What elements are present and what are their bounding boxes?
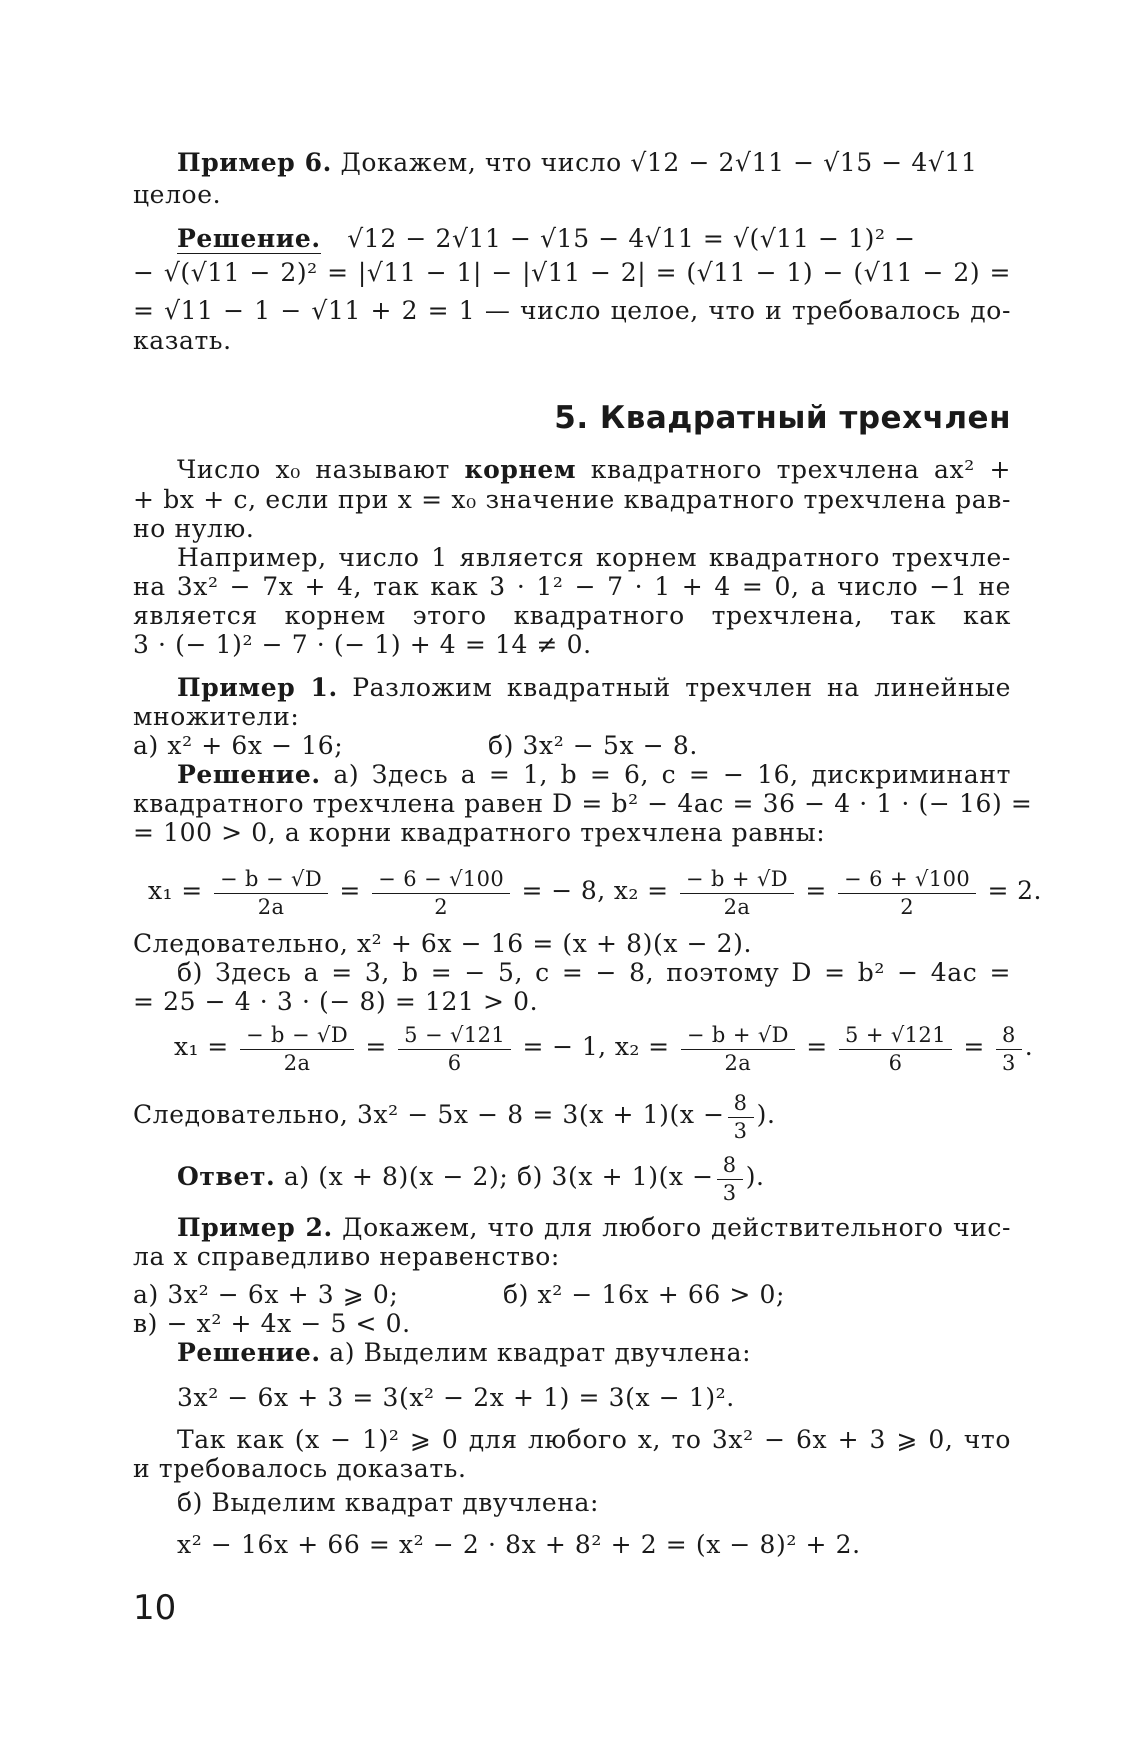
- example2-item-a: а) 3x² − 6x + 3 ⩾ 0;: [133, 1280, 399, 1309]
- example6-title: Пример 6.: [177, 148, 332, 177]
- example2-text: Докажем, что для любого действительного чис-: [342, 1213, 1011, 1242]
- definition-line2: + bx + c, если при x = x₀ значение квадратного трехчлена рав-: [133, 485, 1011, 514]
- definition-text-c: квадратного трехчлена ax² +: [576, 455, 1011, 484]
- formula-result2: = 2.: [987, 876, 1042, 905]
- fraction: [839, 1022, 952, 1075]
- example2-reason-line2: и требовалось доказать.: [133, 1454, 467, 1483]
- example-root-line4: 3 · (− 1)² − 7 · (− 1) + 4 = 14 ≠ 0.: [133, 630, 592, 659]
- fraction: [681, 1022, 795, 1075]
- example2-equation1: 3x² − 6x + 3 = 3(x² − 2x + 1) = 3(x − 1)².: [177, 1383, 735, 1412]
- fraction: [372, 866, 510, 919]
- example6-solution-line2: − √(√11 − 2)² = |√11 − 1| − |√11 − 2| = (√11 − 1) − (√11 − 2) =: [133, 258, 1011, 287]
- formula-x1-label: x₁ =: [174, 1032, 229, 1061]
- example2-solution-label: Решение.: [177, 1338, 321, 1367]
- example6-solution-line4: казать.: [133, 326, 232, 355]
- fraction: [680, 866, 794, 919]
- fraction: [214, 866, 328, 919]
- example1-solution-line1: [177, 760, 1011, 790]
- example-root-line1: Например, число 1 является корнем квадратного трехчле-: [177, 543, 1011, 572]
- example6-text: Докажем, что число √12 − 2√11 − √15 − 4√11: [340, 148, 978, 177]
- formula-result1: = − 8, x₂ =: [521, 876, 669, 905]
- example1-line2: множители:: [133, 702, 300, 731]
- numerator: − b + √D: [681, 1022, 795, 1050]
- fraction: [240, 1022, 354, 1075]
- denominator: 3: [733, 1119, 748, 1143]
- section-heading: 5. Квадратный трехчлен: [554, 400, 1011, 436]
- denominator: 2a: [283, 1051, 311, 1075]
- example1-solution-line2: квадратного трехчлена равен D = b² − 4ac = 36 − 4 · 1 · (− 16) =: [133, 789, 1033, 818]
- example6-solution-label: Решение.: [177, 224, 321, 253]
- example2-solution-text: а) Выделим квадрат двучлена:: [329, 1338, 752, 1367]
- example1-solution-label: Решение.: [177, 760, 321, 789]
- roots-formula-a: x₁ = $\frac{- b - √D}{2a}$ = $\frac{- 6 - √100}{2}$ = − 8, x₂ = $\frac{- b + √D}{2a}$ = $\frac{- 6 + √100}{2}$ = 2.: [148, 867, 1042, 919]
- numerator: 8: [728, 1090, 754, 1118]
- numerator: − 6 + √100: [838, 866, 976, 894]
- example6-line2: целое.: [133, 180, 222, 209]
- example1-answer: [177, 1152, 765, 1205]
- conclusion-b-end: ).: [756, 1100, 776, 1129]
- example2-solution-line1: [177, 1338, 1011, 1368]
- example1-solution-text: а) Здесь a = 1, b = 6, c = − 16, дискриминант: [333, 760, 1012, 789]
- page-number: 10: [133, 1588, 177, 1628]
- denominator: 6: [447, 1051, 462, 1075]
- conclusion-b-text: Следовательно, 3x² − 5x − 8 = 3(x + 1)(x −: [133, 1100, 725, 1129]
- denominator: 6: [888, 1051, 903, 1075]
- example2-item-b: б) x² − 16x + 66 > 0;: [503, 1280, 786, 1309]
- example1-title: Пример 1.: [177, 673, 338, 702]
- formula-x1-label: x₁ =: [148, 876, 203, 905]
- numerator: 5 + √121: [839, 1022, 952, 1050]
- definition-line1: [177, 455, 1011, 485]
- definition-term: корнем: [464, 455, 577, 484]
- example1-text: Разложим квадратный трехчлен на линейные: [352, 673, 1012, 702]
- example2-line1: [177, 1213, 1011, 1243]
- example1-conclusion-b: [133, 1090, 776, 1143]
- numerator: − b + √D: [680, 866, 794, 894]
- fraction: [728, 1090, 754, 1143]
- example1-item-a: а) x² + 6x − 16;: [133, 731, 344, 760]
- fraction: [838, 866, 976, 919]
- numerator: 8: [996, 1022, 1022, 1050]
- numerator: − b − √D: [214, 866, 328, 894]
- numerator: 5 − √121: [398, 1022, 511, 1050]
- example1-solution-line3: = 100 > 0, а корни квадратного трехчлена равны:: [133, 818, 826, 847]
- example2-title: Пример 2.: [177, 1213, 333, 1242]
- example1-part-b-line2: = 25 − 4 · 3 · (− 8) = 121 > 0.: [133, 987, 539, 1016]
- example6-solution-expr1: √12 − 2√11 − √15 − 4√11 = √(√11 − 1)² −: [347, 224, 916, 253]
- denominator: 2a: [257, 895, 285, 919]
- numerator: 8: [717, 1152, 743, 1180]
- denominator: 2: [900, 895, 914, 919]
- example2-items: [133, 1280, 1011, 1310]
- example1-line1: [177, 673, 1011, 703]
- example2-item-c: в) − x² + 4x − 5 < 0.: [133, 1309, 411, 1338]
- definition-line3: но нулю.: [133, 514, 255, 543]
- denominator: 3: [1002, 1051, 1016, 1075]
- example2-equation2: x² − 16x + 66 = x² − 2 · 8x + 8² + 2 = (x − 8)² + 2.: [177, 1530, 861, 1559]
- example1-item-b: б) 3x² − 5x − 8.: [488, 731, 698, 760]
- definition-text-a: Число x₀ называют: [177, 455, 465, 484]
- roots-formula-b: x₁ = $\frac{- b - √D}{2a}$ = $\frac{5 - √121}{6}$ = − 1, x₂ = $\frac{- b + √D}{2a}$ = $\frac{5 + √121}{6}$ = $\frac{8}{3}$ .: [174, 1023, 1034, 1075]
- example6-solution-line1: [177, 224, 1011, 254]
- example2-part-b: б) Выделим квадрат двучлена:: [177, 1488, 599, 1517]
- denominator: 2: [434, 895, 449, 919]
- example2-reason-line1: Так как (x − 1)² ⩾ 0 для любого x, то 3x² − 6x + 3 ⩾ 0, что: [177, 1425, 1011, 1454]
- example6-solution-line3: = √11 − 1 − √11 + 2 = 1 — число целое, что и требовалось до-: [133, 296, 1011, 325]
- denominator: 2a: [723, 895, 751, 919]
- fraction: [717, 1152, 743, 1205]
- denominator: 3: [722, 1181, 737, 1205]
- example2-line2: ла x справедливо неравенство:: [133, 1242, 560, 1271]
- example-root-line3: является корнем этого квадратного трехчлена, так как: [133, 601, 1011, 630]
- numerator: − 6 − √100: [372, 866, 510, 894]
- answer-label: Ответ.: [177, 1162, 276, 1191]
- formula-result1: = − 1, x₂ =: [522, 1032, 670, 1061]
- answer-end: ).: [745, 1162, 765, 1191]
- fraction: [996, 1022, 1022, 1075]
- example1-items: [133, 731, 1011, 761]
- example1-conclusion-a: Следовательно, x² + 6x − 16 = (x + 8)(x − 2).: [133, 929, 753, 958]
- example-root-line2: на 3x² − 7x + 4, так как 3 · 1² − 7 · 1 + 4 = 0, а число −1 не: [133, 572, 1011, 601]
- example6-line1: [177, 148, 1011, 178]
- fraction: [398, 1022, 511, 1075]
- example1-part-b-line1: б) Здесь a = 3, b = − 5, c = − 8, поэтому D = b² − 4ac =: [177, 958, 1011, 987]
- denominator: 2a: [724, 1051, 752, 1075]
- numerator: − b − √D: [240, 1022, 354, 1050]
- answer-text: а) (x + 8)(x − 2); б) 3(x + 1)(x −: [283, 1162, 714, 1191]
